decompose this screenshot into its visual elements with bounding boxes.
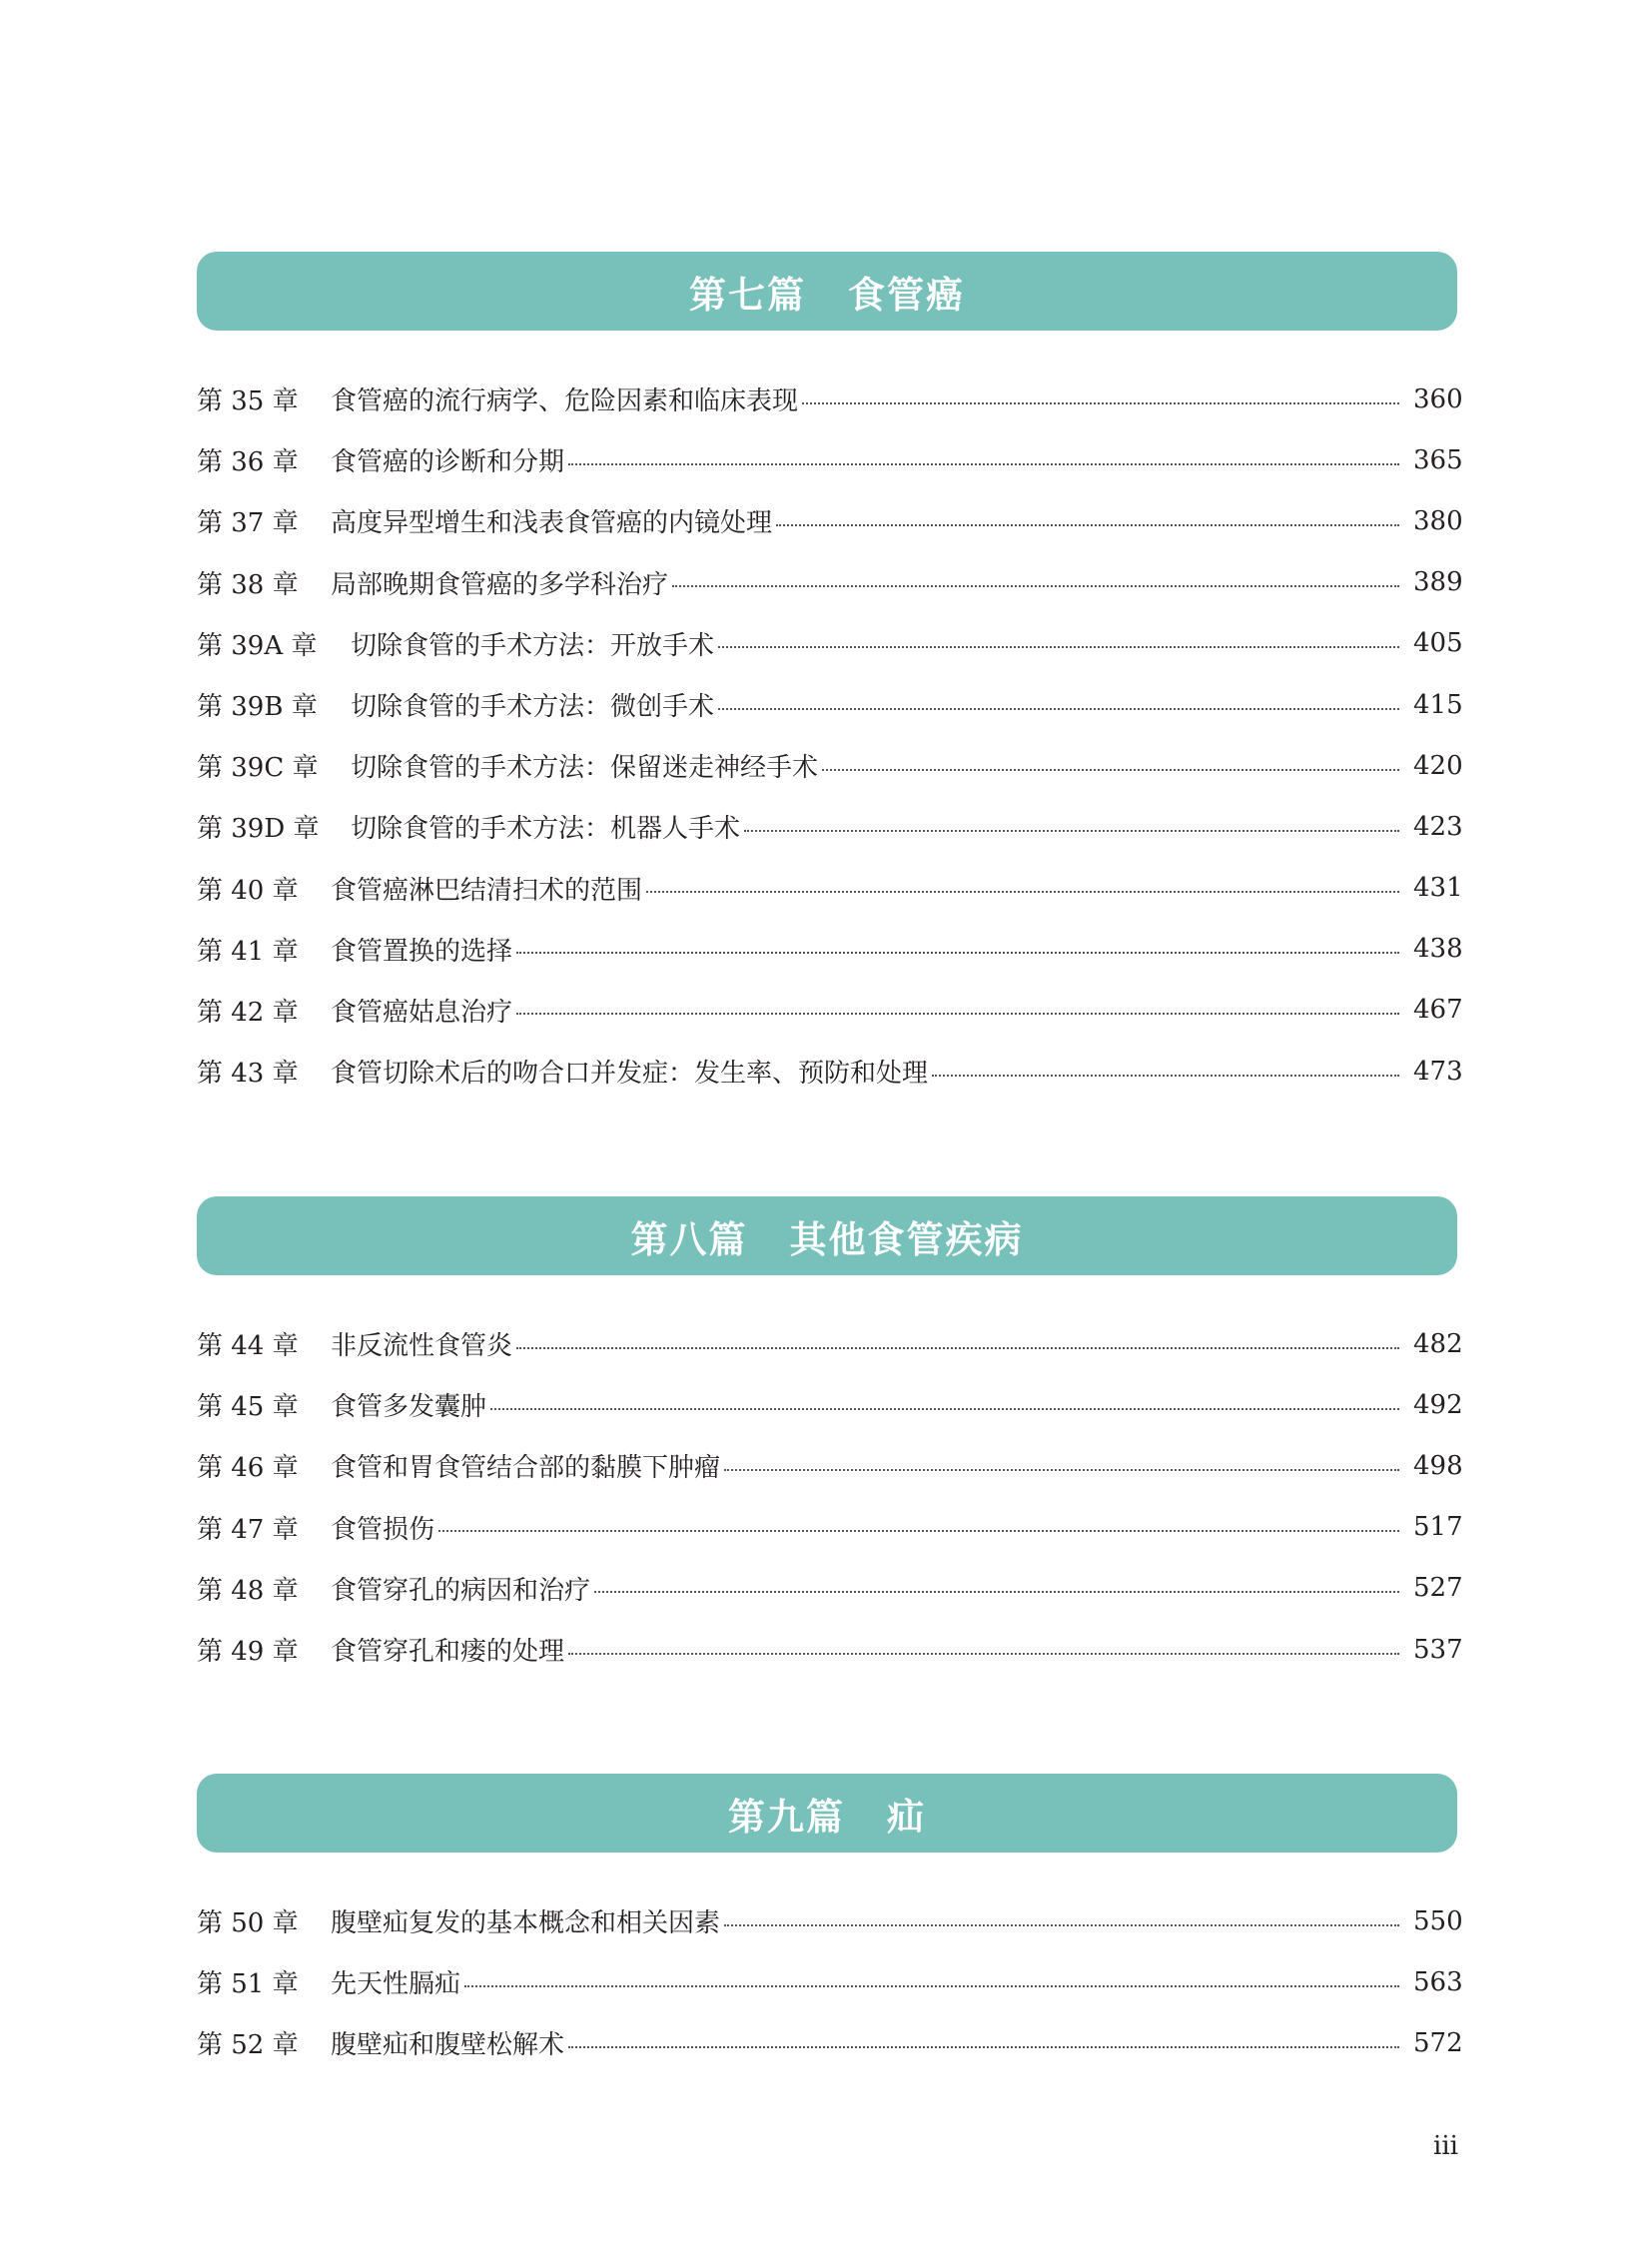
chapter-title: 食管癌的流行病学、危险因素和临床表现 xyxy=(331,386,799,417)
chapter-label: 第 51 章 xyxy=(197,1969,299,2000)
chapter-label: 第 39D 章 xyxy=(197,814,320,845)
toc-entry[interactable] xyxy=(197,1313,1463,1374)
chapter-label: 第 39C 章 xyxy=(197,753,319,784)
chapter-page: 498 xyxy=(1413,1450,1463,1481)
chapter-label: 第 39A 章 xyxy=(197,630,318,661)
chapter-page: 360 xyxy=(1413,383,1463,414)
toc-entry[interactable] xyxy=(197,735,1463,796)
chapter-page: 563 xyxy=(1413,1966,1463,1997)
dot-leader xyxy=(822,769,1399,771)
dot-leader xyxy=(672,585,1399,587)
toc-entry[interactable] xyxy=(197,1374,1463,1435)
toc-entry[interactable] xyxy=(197,980,1463,1041)
chapter-label: 第 52 章 xyxy=(197,2030,299,2061)
chapter-label: 第 48 章 xyxy=(197,1575,299,1606)
chapter-page: 431 xyxy=(1413,873,1463,904)
chapter-label: 第 38 章 xyxy=(197,569,299,600)
chapter-page: 415 xyxy=(1413,689,1463,720)
chapter-page: 572 xyxy=(1413,2027,1463,2058)
dot-leader xyxy=(464,1985,1399,1987)
chapter-title: 非反流性食管炎 xyxy=(331,1331,513,1362)
toc-entry[interactable] xyxy=(197,796,1463,857)
chapter-title: 食管癌淋巴结清扫术的范围 xyxy=(331,875,643,906)
toc-entry[interactable] xyxy=(197,858,1463,919)
chapter-title: 切除食管的手术方法：机器人手术 xyxy=(351,814,741,845)
part-8-section xyxy=(197,1196,1463,1680)
dot-leader xyxy=(724,1924,1399,1926)
chapter-label: 第 35 章 xyxy=(197,386,299,417)
chapter-title: 切除食管的手术方法：微创手术 xyxy=(351,692,715,723)
chapter-page: 473 xyxy=(1413,1056,1463,1087)
chapter-label: 第 44 章 xyxy=(197,1331,299,1362)
toc-entry[interactable] xyxy=(197,1497,1463,1558)
chapter-page: 365 xyxy=(1413,444,1463,475)
chapter-title: 食管癌姑息治疗 xyxy=(331,997,513,1028)
chapter-title: 切除食管的手术方法：开放手术 xyxy=(351,630,715,661)
dot-leader xyxy=(744,830,1399,832)
chapter-title: 食管切除术后的吻合口并发症：发生率、预防和处理 xyxy=(331,1059,929,1090)
part-9-number: 第九篇 xyxy=(728,1795,845,1839)
dot-leader xyxy=(516,1347,1399,1349)
dot-leader xyxy=(490,1408,1399,1410)
dot-leader xyxy=(594,1591,1399,1593)
dot-leader xyxy=(568,2046,1399,2048)
chapter-label: 第 49 章 xyxy=(197,1637,299,1668)
chapter-title: 食管穿孔和瘘的处理 xyxy=(331,1637,565,1668)
chapter-title: 食管和胃食管结合部的黏膜下肿瘤 xyxy=(331,1453,721,1484)
chapter-page: 527 xyxy=(1413,1573,1463,1604)
part-8-toc xyxy=(197,1313,1463,1680)
dot-leader xyxy=(776,524,1399,526)
chapter-page: 420 xyxy=(1413,750,1463,781)
toc-entry[interactable] xyxy=(197,1619,1463,1680)
page-number: iii xyxy=(1433,2131,1458,2161)
part-8-name: 其他食管疾病 xyxy=(789,1217,1024,1261)
chapter-label: 第 41 章 xyxy=(197,936,299,967)
part-7-header xyxy=(197,252,1457,331)
part-8-number: 第八篇 xyxy=(630,1217,748,1261)
chapter-page: 389 xyxy=(1413,567,1463,598)
chapter-title: 食管置换的选择 xyxy=(331,936,513,967)
chapter-label: 第 40 章 xyxy=(197,875,299,906)
chapter-label: 第 42 章 xyxy=(197,997,299,1028)
part-9-toc xyxy=(197,1890,1463,2074)
chapter-title: 食管癌的诊断和分期 xyxy=(331,447,565,478)
toc-entry[interactable] xyxy=(197,369,1463,429)
toc-entry[interactable] xyxy=(197,429,1463,490)
dot-leader xyxy=(516,952,1399,954)
part-9-name: 疝 xyxy=(887,1795,926,1839)
chapter-page: 517 xyxy=(1413,1512,1463,1543)
toc-entry[interactable] xyxy=(197,919,1463,980)
chapter-label: 第 50 章 xyxy=(197,1908,299,1939)
chapter-page: 423 xyxy=(1413,811,1463,842)
chapter-page: 405 xyxy=(1413,628,1463,659)
chapter-title: 高度异型增生和浅表食管癌的内镜处理 xyxy=(331,508,773,539)
chapter-label: 第 43 章 xyxy=(197,1059,299,1090)
toc-entry[interactable] xyxy=(197,552,1463,613)
part-9-header xyxy=(197,1774,1457,1853)
dot-leader xyxy=(646,891,1399,893)
toc-entry[interactable] xyxy=(197,2012,1463,2073)
chapter-page: 550 xyxy=(1413,1905,1463,1936)
toc-entry[interactable] xyxy=(197,1951,1463,2012)
toc-entry[interactable] xyxy=(197,1041,1463,1102)
chapter-label: 第 37 章 xyxy=(197,508,299,539)
chapter-label: 第 45 章 xyxy=(197,1392,299,1423)
chapter-page: 380 xyxy=(1413,505,1463,536)
chapter-title: 食管多发囊肿 xyxy=(331,1392,487,1423)
chapter-label: 第 36 章 xyxy=(197,447,299,478)
chapter-page: 482 xyxy=(1413,1328,1463,1359)
chapter-page: 492 xyxy=(1413,1389,1463,1420)
chapter-title: 局部晚期食管癌的多学科治疗 xyxy=(331,569,669,600)
chapter-page: 438 xyxy=(1413,934,1463,965)
part-7-toc xyxy=(197,369,1463,1102)
part-8-header xyxy=(197,1196,1457,1275)
chapter-page: 467 xyxy=(1413,995,1463,1026)
part-7-section xyxy=(197,252,1463,1102)
chapter-label: 第 47 章 xyxy=(197,1514,299,1545)
dot-leader xyxy=(568,463,1399,465)
dot-leader xyxy=(516,1013,1399,1015)
dot-leader xyxy=(718,646,1399,648)
chapter-title: 腹壁疝复发的基本概念和相关因素 xyxy=(331,1908,721,1939)
chapter-title: 食管损伤 xyxy=(331,1514,435,1545)
toc-entry[interactable] xyxy=(197,1435,1463,1496)
dot-leader xyxy=(802,402,1399,404)
toc-entry[interactable] xyxy=(197,490,1463,551)
chapter-page: 537 xyxy=(1413,1634,1463,1665)
dot-leader xyxy=(568,1653,1399,1655)
part-7-name: 食管癌 xyxy=(848,273,965,317)
dot-leader xyxy=(718,708,1399,710)
toc-entry[interactable] xyxy=(197,613,1463,674)
toc-entry[interactable] xyxy=(197,1890,1463,1951)
chapter-title: 食管穿孔的病因和治疗 xyxy=(331,1575,591,1606)
part-9-section xyxy=(197,1774,1463,2074)
chapter-title: 切除食管的手术方法：保留迷走神经手术 xyxy=(351,753,819,784)
dot-leader xyxy=(932,1075,1399,1077)
chapter-title: 先天性膈疝 xyxy=(331,1969,461,2000)
toc-entry[interactable] xyxy=(197,674,1463,735)
dot-leader xyxy=(724,1469,1399,1471)
chapter-label: 第 46 章 xyxy=(197,1453,299,1484)
toc-entry[interactable] xyxy=(197,1558,1463,1619)
chapter-label: 第 39B 章 xyxy=(197,692,318,723)
chapter-title: 腹壁疝和腹壁松解术 xyxy=(331,2030,565,2061)
dot-leader xyxy=(438,1530,1399,1532)
part-7-number: 第七篇 xyxy=(689,273,806,317)
